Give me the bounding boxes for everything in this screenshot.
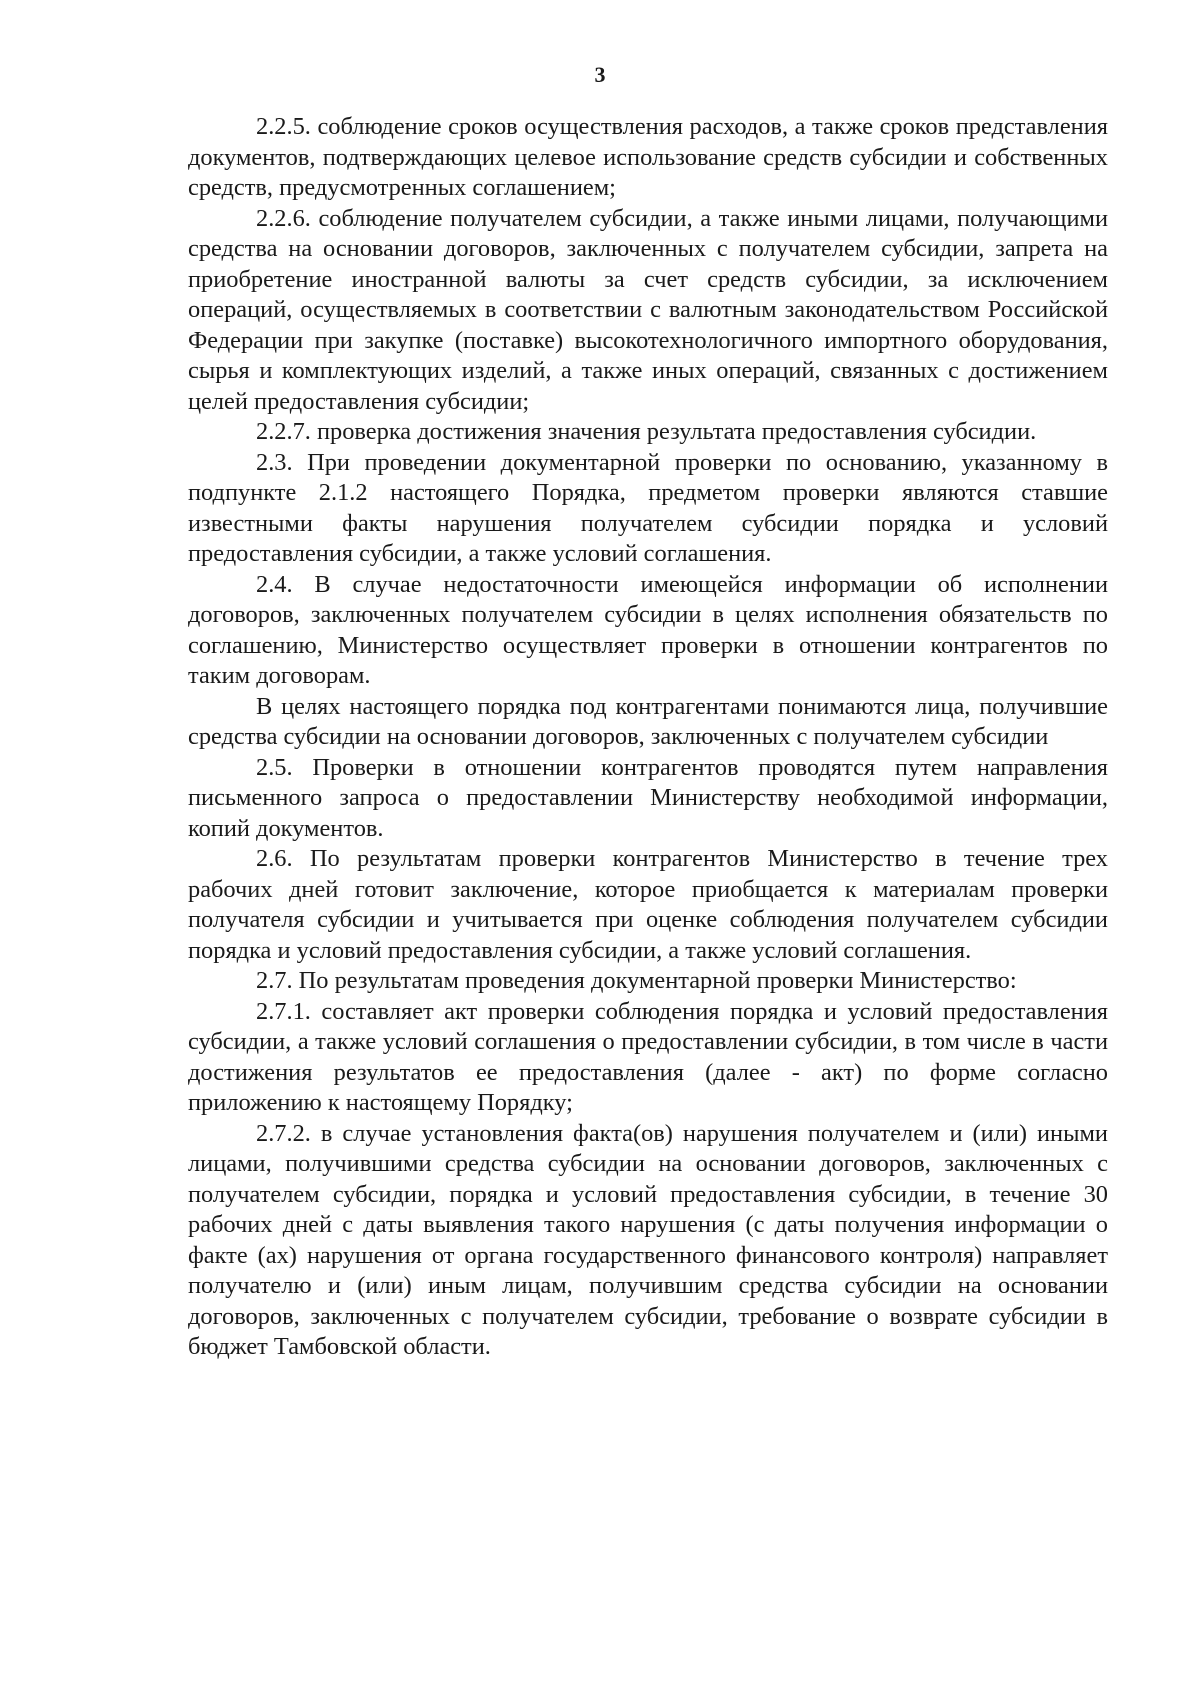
paragraph-2-2-6: 2.2.6. соблюдение получателем субсидии, а также иными лицами, получающими средства на основании договоров, заключенных с получателем субсидии, запрета на приобретение иностранной валюты за счет средств субсидии, за исключением операций, осуществляемых в соответствии с валютным законодательством Российской Федерации при закупке (поставке) высокотехнологичного импортного оборудования, сырья и комплектующих изделий, а также иных операций, связанных с достижением целей предоставления субсидии; — [188, 204, 1108, 415]
paragraph-2-2-7: 2.2.7. проверка достижения значения результата предоставления субсидии. — [256, 418, 1037, 445]
paragraph-2-7-2: 2.7.2. в случае установления факта(ов) нарушения получателем и (или) иными лицами, получившими средства субсидии на основании договоров, заключенных с получателем субсидии, порядка и условий предоставления субсидии, в течение 30 рабочих дней с даты выявления такого нарушения (с даты получения информации о факте (ах) нарушения от органа государственного финансового контроля) направляет получателю и (или) иным лицам, получившим средства субсидии на основании договоров, заключенных с получателем субсидии, требование о возврате субсидии в бюджет Тамбовской области. — [188, 1119, 1108, 1360]
document-body — [188, 112, 1108, 1363]
paragraph-counterparties-definition: В целях настоящего порядка под контрагентами понимаются лица, получившие средства субсидии на основании договоров, заключенных с получателем субсидии — [188, 692, 1108, 750]
page-number: 3 — [594, 62, 606, 87]
paragraph-2-2-5: 2.2.5. соблюдение сроков осуществления расходов, а также сроков представления документов, подтверждающих целевое использование средств субсидии и собственных средств, предусмотренных соглашением; — [188, 113, 1108, 201]
paragraph-2-3: 2.3. При проведении документарной проверки по основанию, указанному в подпункте 2.1.2 настоящего Порядка, предметом проверки являются ставшие известными факты нарушения получателем субсидии порядка и условий предоставления субсидии, а также условий соглашения. — [188, 448, 1108, 567]
paragraph-2-5: 2.5. Проверки в отношении контрагентов проводятся путем направления письменного запроса о предоставлении Министерству необходимой информации, копий документов. — [188, 753, 1108, 842]
paragraph-2-7: 2.7. По результатам проведения документарной проверки Министерство: — [256, 967, 1017, 994]
paragraph-2-4: 2.4. В случае недостаточности имеющейся информации об исполнении договоров, заключенных получателем субсидии в целях исполнения обязательств по соглашению, Министерство осуществляет проверки в отношении контрагентов по таким договорам. — [188, 570, 1108, 689]
paragraph-2-7-1: 2.7.1. составляет акт проверки соблюдения порядка и условий предоставления субсидии, а также условий соглашения о предоставлении субсидии, в том числе в части достижения результатов ее предоставления (далее - акт) по форме согласно приложению к настоящему Порядку; — [188, 997, 1108, 1116]
paragraph-2-6: 2.6. По результатам проверки контрагентов Министерство в течение трех рабочих дней готовит заключение, которое приобщается к материалам проверки получателя субсидии и учитывается при оценке соблюдения получателем субсидии порядка и условий предоставления субсидии, а также условий соглашения. — [188, 845, 1108, 964]
